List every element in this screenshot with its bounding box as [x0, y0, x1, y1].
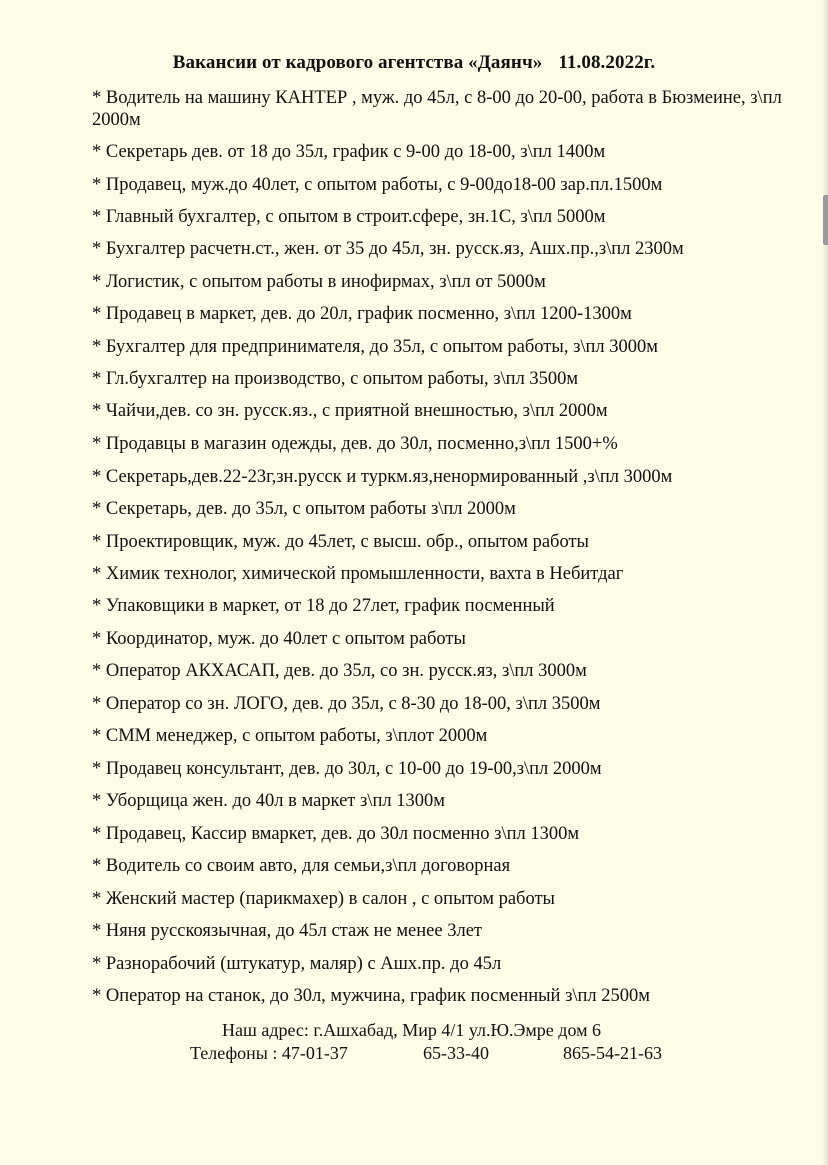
footer-phone-2: 65-33-40 — [423, 1043, 489, 1063]
vacancy-item: * Секретарь, дев. до 35л, с опытом работы з\пл 2000м — [92, 499, 516, 519]
vacancy-item: * Секретарь,дев.22-23г,зн.русск и туркм.яз,ненормированный ,з\пл 3000м — [92, 467, 673, 487]
vacancy-item: * Оператор на станок, до 30л, мужчина, график посменный з\пл 2500м — [92, 986, 650, 1006]
vacancy-item: * СММ менеджер, с опытом работы, з\плот 2000м — [92, 726, 488, 746]
vacancy-item: * Главный бухгалтер, с опытом в строит.сфере, зн.1С, з\пл 5000м — [92, 207, 606, 227]
footer-phone-3: 865-54-21-63 — [563, 1043, 662, 1063]
vacancy-item: * Бухгалтер расчетн.ст., жен. от 35 до 45л, зн. русск.яз, Ашх.пр.,з\пл 2300м — [92, 239, 684, 259]
vacancy-item: * Продавец консультант, дев. до 30л, с 10-00 до 19-00,з\пл 2000м — [92, 759, 602, 779]
vacancy-item: * Продавец, Кассир вмаркет, дев. до 30л посменно з\пл 1300м — [92, 824, 580, 844]
page-edge-shadow — [822, 0, 828, 1165]
vacancy-item: * Гл.бухгалтер на производство, с опытом работы, з\пл 3500м — [92, 369, 579, 389]
vacancy-item: * Уборщица жен. до 40л в маркет з\пл 1300м — [92, 791, 445, 811]
footer-phone-1: Телефоны : 47-01-37 — [190, 1043, 348, 1063]
vacancy-item: * Водитель на машину КАНТЕР , муж. до 45л, с 8-00 до 20-00, работа в Бюзмеине, з\пл 2000м — [92, 88, 782, 130]
vacancy-item: * Проектировщик, муж. до 45лет, с высш. обр., опытом работы — [92, 532, 589, 552]
vacancy-item: * Продавцы в магазин одежды, дев. до 30л, посменно,з\пл 1500+% — [92, 434, 618, 454]
vacancy-item: * Логистик, с опытом работы в инофирмах, з\пл от 5000м — [92, 272, 546, 292]
vacancy-item: * Оператор со зн. ЛОГО, дев. до 35л, с 8-30 до 18-00, з\пл 3500м — [92, 694, 601, 714]
page-title — [0, 52, 828, 74]
footer-address: Наш адрес: г.Ашхабад, Мир 4/1 ул.Ю.Эмре дом 6 — [222, 1020, 601, 1040]
vacancy-item: * Продавец, муж.до 40лет, с опытом работы, с 9-00до18-00 зар.пл.1500м — [92, 175, 663, 195]
vacancy-item: * Няня русскоязычная, до 45л стаж не менее 3лет — [92, 921, 482, 941]
vacancy-item: * Разнорабочий (штукатур, маляр) с Ашх.пр. до 45л — [92, 954, 502, 974]
vacancy-item: * Женский мастер (парикмахер) в салон , с опытом работы — [92, 889, 555, 909]
vacancy-item: * Бухгалтер для предпринимателя, до 35л, с опытом работы, з\пл 3000м — [92, 337, 658, 357]
vacancy-item: * Секретарь дев. от 18 до 35л, график с 9-00 до 18-00, з\пл 1400м — [92, 142, 606, 162]
title-date: 11.08.2022г. — [558, 52, 656, 73]
vacancy-item: * Чайчи,дев. со зн. русск.яз., с приятной внешностью, з\пл 2000м — [92, 401, 608, 421]
vacancy-item: * Координатор, муж. до 40лет с опытом работы — [92, 629, 466, 649]
vacancy-item: * Упаковщики в маркет, от 18 до 27лет, график посменный — [92, 596, 555, 616]
vacancy-item: * Химик технолог, химической промышленности, вахта в Небитдаг — [92, 564, 624, 584]
vacancy-item: * Водитель со своим авто, для семьи,з\пл договорная — [92, 856, 511, 876]
vacancy-item: * Оператор АКХАСАП, дев. до 35л, со зн. русск.яз, з\пл 3000м — [92, 661, 587, 681]
title-text: Вакансии от кадрового агентства «Даянч» — [172, 52, 543, 73]
scroll-indicator[interactable] — [823, 195, 828, 245]
vacancy-item: * Продавец в маркет, дев. до 20л, график посменно, з\пл 1200-1300м — [92, 304, 632, 324]
